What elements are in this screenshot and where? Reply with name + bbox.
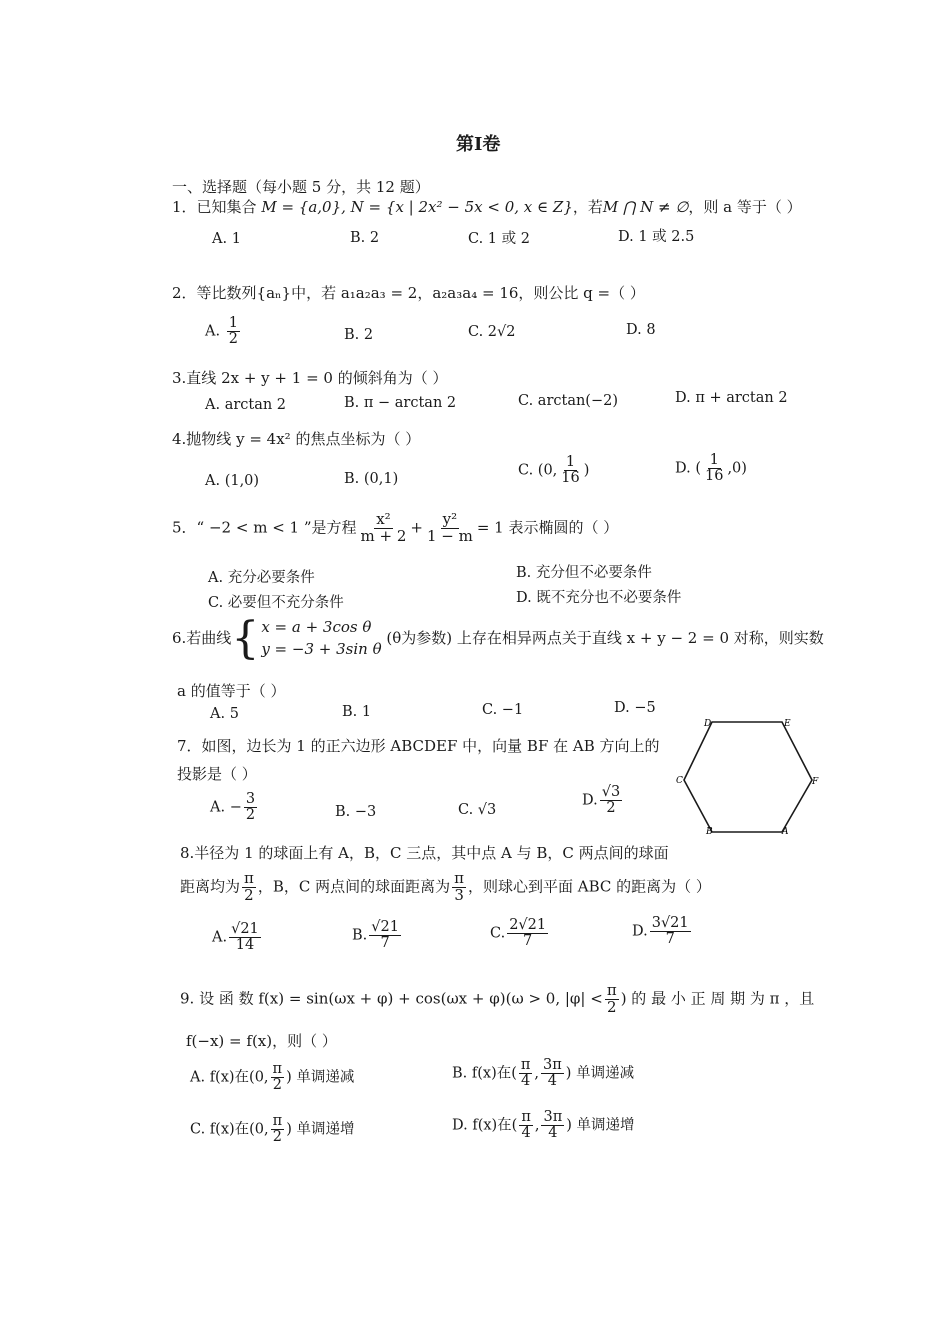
q6-row2: y = −3 + 3sin θ xyxy=(261,640,382,658)
hex-label-d: D xyxy=(704,719,712,729)
q7-d-den: 2 xyxy=(606,800,616,817)
question-6-stem xyxy=(172,613,824,664)
q8-b-label: B. xyxy=(352,927,368,944)
q7-option-a xyxy=(210,792,259,823)
q2-option-a xyxy=(205,316,242,347)
q5-frac1-den: m + 2 xyxy=(360,526,407,545)
q6-pre: 6.若曲线 xyxy=(172,629,232,647)
q9-c-fraction xyxy=(271,1114,285,1145)
q7-a-num: 3 xyxy=(245,791,256,807)
q4-c-den: 16 xyxy=(561,470,580,487)
q5-pre: 5．“ −2 < m < 1 ”是方程 xyxy=(172,518,357,537)
q9-frac-num: π xyxy=(606,981,617,999)
question-7-line2: 投影是（ ） xyxy=(177,765,257,783)
q8-line2-a: 距离均为 xyxy=(180,877,241,896)
hex-label-b: B xyxy=(706,827,713,837)
q2-a-fraction xyxy=(227,316,240,347)
q3-option-a: A. arctan 2 xyxy=(205,397,287,413)
q8-option-c xyxy=(490,918,550,949)
q9-b-frac2 xyxy=(541,1058,564,1089)
question-9-line1 xyxy=(180,983,814,1016)
q9-c-post: ) 单调递增 xyxy=(286,1121,355,1138)
q8-c-label: C. xyxy=(490,925,506,942)
question-3-stem: 3.直线 2x + y + 1 = 0 的倾斜角为（ ） xyxy=(172,369,448,387)
q5-option-a: A. 充分必要条件 xyxy=(208,570,315,586)
q9-a-den: 2 xyxy=(272,1077,282,1094)
q5-frac1-num: x² xyxy=(376,510,391,528)
q8-frac-pi-3 xyxy=(452,871,466,904)
q8-frac2-num: π xyxy=(454,869,465,887)
q8-option-b xyxy=(352,920,403,951)
q5-frac2 xyxy=(425,512,475,545)
q9-option-b xyxy=(452,1058,634,1089)
q8-a-label: A. xyxy=(212,929,228,946)
q8-b-num: √21 xyxy=(371,919,399,935)
question-6-line2: a 的值等于（ ） xyxy=(177,682,286,700)
q7-a-pre: A. − xyxy=(210,799,242,816)
q9-b-post: ) 单调递减 xyxy=(565,1065,635,1082)
q8-d-fraction xyxy=(650,916,691,947)
q8-frac2-den: 3 xyxy=(454,885,464,904)
q9-b-frac1-num: π xyxy=(520,1057,531,1073)
q9-b-pre: B. f(x)在( xyxy=(452,1065,517,1082)
question-9-line2: f(−x) = f(x)，则（ ） xyxy=(186,1032,337,1050)
q9-line1-a: 9. 设 函 数 f(x) = sin(ωx + φ) + cos(ωx + φ)(ω > 0, |φ| < xyxy=(180,989,603,1008)
q4-d-num: 1 xyxy=(709,452,719,468)
q9-d-frac1-num: π xyxy=(521,1109,531,1125)
q2-a-label: A. xyxy=(205,323,221,340)
hexagon-shape xyxy=(684,722,812,832)
hex-label-c: C xyxy=(676,776,683,786)
q8-frac-pi-2 xyxy=(242,871,256,904)
q8-c-fraction xyxy=(507,918,548,949)
q4-option-a: A. (1,0) xyxy=(205,473,260,489)
question-5-stem xyxy=(172,512,618,545)
q9-frac-pi-2 xyxy=(605,983,619,1016)
q8-c-num: 2√21 xyxy=(509,917,547,933)
q6-option-a: A. 5 xyxy=(210,706,239,722)
q1-prefix: 1．已知集合 xyxy=(172,198,257,216)
q9-a-post: ) 单调递减 xyxy=(286,1069,355,1086)
q9-a-num: π xyxy=(272,1061,283,1077)
q9-d-mid: , xyxy=(534,1117,540,1134)
q8-c-den: 7 xyxy=(523,933,533,950)
q7-a-den: 2 xyxy=(245,807,256,824)
q3-option-b: B. π − arctan 2 xyxy=(344,395,457,411)
q4-option-c xyxy=(518,455,589,486)
left-brace-icon: { xyxy=(231,613,260,664)
question-7-line1: 7．如图，边长为 1 的正六边形 ABCDEF 中，向量 BF 在 AB 方向上的 xyxy=(177,737,660,755)
question-1-stem xyxy=(172,196,802,217)
q8-d-den: 7 xyxy=(665,931,675,948)
q7-d-label: D. xyxy=(582,792,598,809)
q9-d-frac2 xyxy=(541,1110,564,1141)
q9-b-frac2-den: 4 xyxy=(547,1073,558,1090)
q3-option-c: C. arctan(−2) xyxy=(518,393,618,409)
q4-d-den: 16 xyxy=(704,468,724,485)
q7-d-fraction xyxy=(600,785,622,816)
section-heading: 一、选择题（每小题 5 分，共 12 题） xyxy=(172,178,430,196)
q6-system xyxy=(231,613,382,664)
q6-post: (θ为参数) 上存在相异两点关于直线 x + y − 2 = 0 对称，则实数 xyxy=(386,629,824,647)
q6-option-d: D. −5 xyxy=(614,700,656,716)
q5-plus: + xyxy=(410,518,423,537)
q4-c-num: 1 xyxy=(565,454,576,470)
hex-label-e: E xyxy=(784,719,791,729)
q9-b-mid: , xyxy=(534,1065,540,1082)
q7-d-num: √3 xyxy=(601,784,621,800)
question-2-stem: 2．等比数列{aₙ}中，若 a₁a₂a₃ = 2，a₂a₃a₄ = 16，则公比 q =（ ） xyxy=(172,284,645,302)
q5-option-b: B. 充分但不必要条件 xyxy=(516,565,652,581)
q9-d-post: ) 单调递增 xyxy=(566,1117,635,1134)
q4-d-fraction xyxy=(703,453,725,484)
q1-suffix: ，则 a 等于（ ） xyxy=(688,198,802,216)
q5-post: = 1 表示椭圆的（ ） xyxy=(476,518,619,537)
q9-c-pre: C. f(x)在(0, xyxy=(190,1121,269,1138)
q4-d-pre: D. ( xyxy=(675,460,701,477)
q8-d-num: 3√21 xyxy=(651,915,689,931)
hexagon-figure xyxy=(676,714,822,840)
q1-option-d: D. 1 或 2.5 xyxy=(618,229,695,245)
hex-label-f: F xyxy=(812,777,819,787)
q4-option-d xyxy=(675,453,747,484)
q2-option-c: C. 2√2 xyxy=(468,324,516,340)
q9-option-a xyxy=(190,1062,354,1093)
q4-option-b: B. (0,1) xyxy=(344,471,399,487)
q9-c-num: π xyxy=(272,1113,283,1129)
q4-c-fraction xyxy=(559,455,581,486)
q9-d-frac2-den: 4 xyxy=(548,1125,558,1142)
q9-d-frac1-den: 4 xyxy=(521,1125,531,1142)
q1-math: M = {a,0}, N = {x | 2x² − 5x < 0, x ∈ Z} xyxy=(261,198,573,216)
hex-label-a: A xyxy=(782,827,789,837)
q1-math2: M ⋂ N ≠ ∅ xyxy=(602,198,689,216)
q9-b-frac1-den: 4 xyxy=(521,1073,531,1090)
q8-line2-b: ，B，C 两点间的球面距离为 xyxy=(257,877,451,896)
q4-c-pre: C. (0, xyxy=(518,462,558,479)
q2-option-d: D. 8 xyxy=(626,322,656,338)
q2-a-den: 2 xyxy=(228,331,238,348)
q6-row1: x = a + 3cos θ xyxy=(261,618,372,637)
q8-line2-c: ，则球心到平面 ABC 的距离为（ ） xyxy=(468,877,711,896)
q5-frac2-den: 1 − m xyxy=(426,526,473,545)
q5-frac1 xyxy=(359,512,409,545)
q9-b-frac2-num: 3π xyxy=(543,1057,562,1073)
q8-frac1-num: π xyxy=(244,869,254,887)
q7-option-b: B. −3 xyxy=(335,804,377,820)
q9-c-den: 2 xyxy=(272,1129,283,1146)
q7-option-c: C. √3 xyxy=(458,802,497,818)
q8-option-a xyxy=(212,922,263,953)
q9-a-fraction xyxy=(271,1062,285,1093)
q6-option-c: C. −1 xyxy=(482,702,524,718)
q9-d-frac2-num: 3π xyxy=(543,1109,563,1125)
question-8-line2 xyxy=(180,871,711,904)
q8-a-num: √21 xyxy=(231,921,259,937)
q2-option-b: B. 2 xyxy=(344,327,374,343)
q4-c-post: ) xyxy=(583,462,590,479)
page-title: 第Ⅰ卷 xyxy=(456,134,501,155)
q9-a-pre: A. f(x)在(0, xyxy=(190,1069,269,1086)
q9-frac-den: 2 xyxy=(606,997,617,1016)
q8-b-den: 7 xyxy=(380,935,390,952)
q8-a-fraction xyxy=(229,922,261,953)
q9-option-d xyxy=(452,1110,635,1141)
q9-option-c xyxy=(190,1114,354,1145)
q6-option-b: B. 1 xyxy=(342,704,372,720)
q1-mid: ，若 xyxy=(572,198,603,216)
q8-d-label: D. xyxy=(632,923,648,940)
q8-b-fraction xyxy=(369,920,401,951)
q3-option-d: D. π + arctan 2 xyxy=(675,390,788,406)
q7-option-d xyxy=(582,785,624,816)
q5-option-c: C. 必要但不充分条件 xyxy=(208,595,344,611)
q9-d-pre: D. f(x)在( xyxy=(452,1117,518,1134)
q1-option-b: B. 2 xyxy=(350,230,380,246)
q5-frac2-num: y² xyxy=(442,510,458,528)
q9-b-frac1 xyxy=(519,1058,533,1089)
q8-a-den: 14 xyxy=(235,937,255,954)
q2-a-num: 1 xyxy=(228,315,238,331)
question-4-stem: 4.抛物线 y = 4x² 的焦点坐标为（ ） xyxy=(172,430,421,448)
q9-d-frac1 xyxy=(519,1110,533,1141)
q1-option-c: C. 1 或 2 xyxy=(468,231,530,247)
q7-a-fraction xyxy=(244,792,257,823)
q4-d-post: ,0) xyxy=(727,460,747,477)
q1-option-a: A. 1 xyxy=(212,231,241,247)
question-8-line1: 8.半径为 1 的球面上有 A，B，C 三点，其中点 A 与 B，C 两点间的球面 xyxy=(180,844,669,862)
q8-frac1-den: 2 xyxy=(244,885,254,904)
q8-option-d xyxy=(632,916,693,947)
q9-line1-b: ) 的 最 小 正 周 期 为 π ，且 xyxy=(620,989,815,1008)
q5-option-d: D. 既不充分也不必要条件 xyxy=(516,590,682,606)
